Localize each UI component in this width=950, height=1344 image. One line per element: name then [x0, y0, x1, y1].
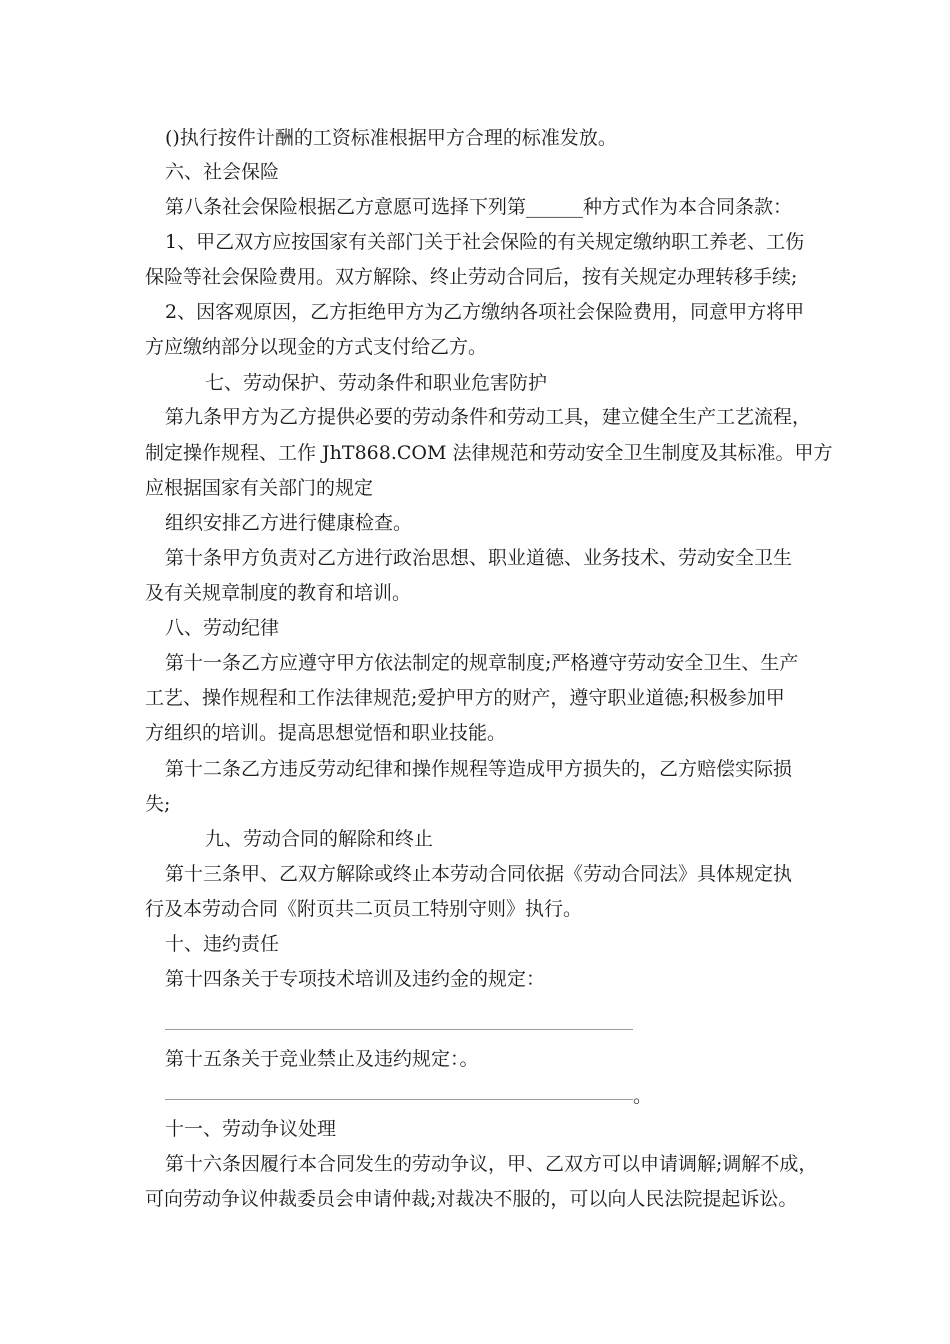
section-heading-dispute: 十一、劳动争议处理 [165, 1118, 337, 1140]
text-line: ()执行按件计酬的工资标准根据甲方合理的标准发放。 [165, 127, 617, 149]
section-heading-labor-protection: 七、劳动保护、劳动条件和职业危害防护 [205, 372, 548, 394]
text-line: 应根据国家有关部门的规定 [145, 477, 374, 499]
text-line: 方组织的培训。提高思想觉悟和职业技能。 [145, 722, 507, 744]
text-line: 组织安排乙方进行健康检查。 [165, 512, 413, 534]
text-line: 工艺、操作规程和工作法律规范;爱护甲方的财产，遵守职业道德;积极参加甲 [145, 687, 785, 709]
section-heading-labor-discipline: 八、劳动纪律 [165, 617, 280, 639]
text-line: 失; [145, 793, 171, 815]
text-line: 第九条甲方为乙方提供必要的劳动条件和劳动工具，建立健全生产工艺流程， [165, 406, 812, 428]
blank-fill-line [165, 1099, 633, 1100]
text-line: 及有关规章制度的教育和培训。 [145, 582, 412, 604]
blank-fill-line [165, 1029, 633, 1030]
text-line: 第十四条关于专项技术培训及违约金的规定： [165, 968, 546, 990]
text-line: 方应缴纳部分以现金的方式支付给乙方。 [145, 336, 488, 358]
trailing-period: 。 [633, 1085, 653, 1107]
text-line: 第十二条乙方违反劳动纪律和操作规程等造成甲方损失的，乙方赔偿实际损 [165, 758, 793, 780]
text-line: 第十一条乙方应遵守甲方依法制定的规章制度;严格遵守劳动安全卫生、生产 [165, 652, 799, 674]
text-line: 制定操作规程、工作 JhT868.COM 法律规范和劳动安全卫生制度及其标准。甲方 [145, 442, 833, 464]
text-line: 第八条社会保险根据乙方意愿可选择下列第______种方式作为本合同条款： [165, 196, 793, 218]
section-heading-liability: 十、违约责任 [165, 933, 280, 955]
text-line: 第十五条关于竞业禁止及违约规定：。 [165, 1048, 479, 1070]
text-line: 1、甲乙双方应按国家有关部门关于社会保险的有关规定缴纳职工养老、工伤 [165, 231, 805, 253]
text-line: 行及本劳动合同《附页共二页员工特别守则》执行。 [145, 898, 583, 920]
text-line: 2、因客观原因，乙方拒绝甲方为乙方缴纳各项社会保险费用，同意甲方将甲 [165, 301, 805, 323]
text-line: 第十三条甲、乙双方解除或终止本劳动合同依据《劳动合同法》具体规定执 [165, 863, 793, 885]
section-heading-social-insurance: 六、社会保险 [165, 161, 280, 183]
text-line: 第十六条因履行本合同发生的劳动争议，甲、乙双方可以申请调解;调解不成， [165, 1153, 818, 1175]
text-line: 保险等社会保险费用。双方解除、终止劳动合同后，按有关规定办理转移手续; [145, 266, 798, 288]
text-line: 可向劳动争议仲裁委员会申请仲裁;对裁决不服的，可以向人民法院提起诉讼。 [145, 1188, 798, 1210]
section-heading-termination: 九、劳动合同的解除和终止 [205, 828, 434, 850]
text-line: 第十条甲方负责对乙方进行政治思想、职业道德、业务技术、劳动安全卫生 [165, 547, 793, 569]
